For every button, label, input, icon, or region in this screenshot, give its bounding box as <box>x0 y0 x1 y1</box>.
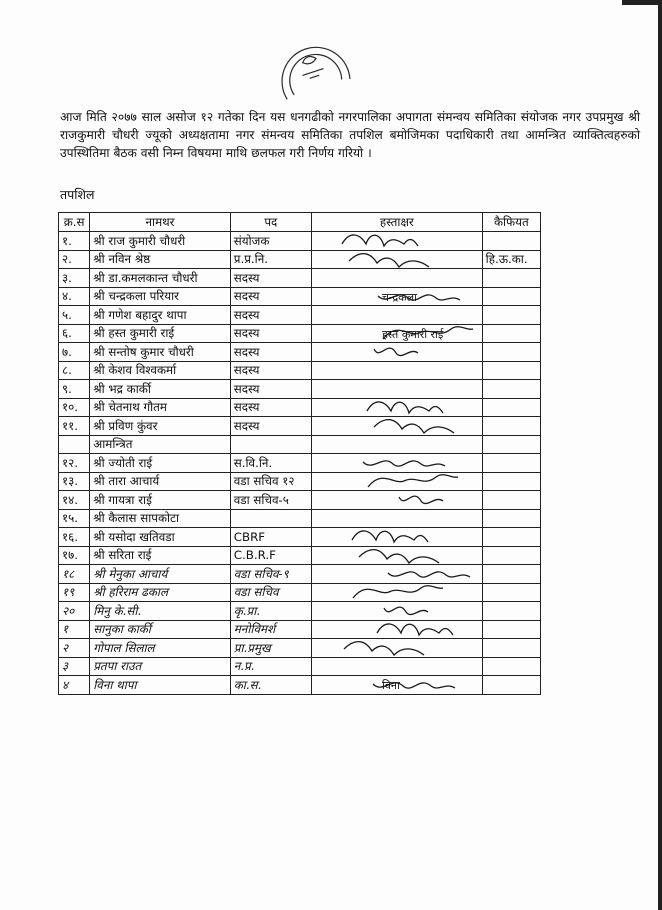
handwritten-signature <box>312 565 476 584</box>
table-row <box>59 491 541 510</box>
header-sn: क्र.स <box>59 213 90 232</box>
table-row <box>59 380 541 399</box>
table-row <box>59 620 541 639</box>
row-post: सदस्य <box>230 380 311 399</box>
row-signature <box>311 232 482 251</box>
invited-label: आमन्त्रित <box>90 435 231 454</box>
row-name: श्री तारा आचार्य <box>90 472 231 491</box>
scan-edge <box>658 0 662 910</box>
signature-text: हस्त कुमारी राई <box>381 327 444 341</box>
row-sn: ४ <box>59 676 90 695</box>
table-row <box>59 472 541 491</box>
row-post: सदस्य <box>230 324 311 343</box>
row-name: मिनु के.सी. <box>90 602 231 621</box>
row-signature <box>311 676 482 695</box>
row-remarks <box>482 583 540 602</box>
row-signature <box>311 583 482 602</box>
row-sn: ४. <box>59 287 90 306</box>
row-remarks <box>482 676 540 695</box>
row-sn: ३ <box>59 657 90 676</box>
row-post: सदस्य <box>230 269 311 288</box>
row-remarks <box>482 546 540 565</box>
row-remarks <box>482 657 540 676</box>
row-signature <box>311 639 482 658</box>
row-remarks <box>482 639 540 658</box>
row-sn: ३. <box>59 269 90 288</box>
row-remarks <box>482 343 540 362</box>
row-name: श्री मेनुका आचार्य <box>90 565 231 584</box>
handwritten-signature <box>312 491 476 510</box>
row-remarks <box>482 509 540 528</box>
header-remarks: कैफियत <box>482 213 540 232</box>
row-post: CBRF <box>230 528 311 547</box>
row-sn: ११. <box>59 417 90 436</box>
row-signature <box>311 657 482 676</box>
row-sn: १३. <box>59 472 90 491</box>
row-sn: ७. <box>59 343 90 362</box>
row-name: श्री सरिता राई <box>90 546 231 565</box>
row-signature <box>311 306 482 325</box>
row-post: सदस्य <box>230 287 311 306</box>
row-sn: ८. <box>59 361 90 380</box>
row-signature <box>311 398 482 417</box>
row-name: विना थापा <box>90 676 231 695</box>
table-row <box>59 546 541 565</box>
row-signature <box>311 491 482 510</box>
row-sn: १९ <box>59 583 90 602</box>
scan-edge-top <box>622 0 662 5</box>
signature-text: चन्द्रकला <box>381 290 417 304</box>
row-signature <box>311 250 482 269</box>
table-row <box>59 565 541 584</box>
row-name: श्री गायत्रा राई <box>90 491 231 510</box>
row-remarks <box>482 361 540 380</box>
row-remarks <box>482 454 540 473</box>
row-post: वडा सचिव-९ <box>230 565 311 584</box>
table-row <box>59 583 541 602</box>
row-name: प्रतपा राउत <box>90 657 231 676</box>
table-row <box>59 250 541 269</box>
handwritten-signature <box>312 472 476 491</box>
row-sn: १०. <box>59 398 90 417</box>
row-post: वडा सचिव १२ <box>230 472 311 491</box>
row-post: कृ.प्रा. <box>230 602 311 621</box>
row-signature <box>311 509 482 528</box>
row-sn: १६. <box>59 528 90 547</box>
signature-text: विना <box>381 679 400 692</box>
row-post: स.वि.नि. <box>230 454 311 473</box>
header-post: पद <box>230 213 311 232</box>
table-row <box>59 639 541 658</box>
row-post: वडा सचिव-५ <box>230 491 311 510</box>
row-sn: ५. <box>59 306 90 325</box>
row-name: श्री चन्द्रकला परियार <box>90 287 231 306</box>
table-row <box>59 454 541 473</box>
table-row <box>59 287 541 306</box>
row-remarks <box>482 565 540 584</box>
row-post: सदस्य <box>230 361 311 380</box>
row-post: सदस्य <box>230 398 311 417</box>
handwritten-signature <box>312 620 476 639</box>
row-signature <box>311 287 482 306</box>
row-name: श्री केशव विश्वकर्मा <box>90 361 231 380</box>
row-sn: २. <box>59 250 90 269</box>
row-signature <box>311 472 482 491</box>
row-post: C.B.R.F <box>230 546 311 565</box>
row-signature <box>311 361 482 380</box>
row-sn: १. <box>59 232 90 251</box>
section-heading: तपशिल <box>60 187 95 202</box>
row-name: श्री भद्र कार्की <box>90 380 231 399</box>
row-post: का.स. <box>230 676 311 695</box>
row-remarks <box>482 380 540 399</box>
row-name: श्री हरिराम ढकाल <box>90 583 231 602</box>
row-remarks <box>482 232 540 251</box>
table-row <box>59 602 541 621</box>
row-remarks <box>482 528 540 547</box>
attendance-table <box>58 212 541 695</box>
row-remarks: हि.ऊ.का. <box>482 250 540 269</box>
row-name: श्री राज कुमारी चौधरी <box>90 232 231 251</box>
row-sn: १७. <box>59 546 90 565</box>
row-sn: २० <box>59 602 90 621</box>
row-sn: ९. <box>59 380 90 399</box>
row-signature <box>311 454 482 473</box>
row-signature <box>311 546 482 565</box>
row-name: श्री सन्तोष कुमार चौधरी <box>90 343 231 362</box>
table-row <box>59 657 541 676</box>
row-remarks <box>482 602 540 621</box>
handwritten-signature <box>312 639 476 658</box>
invited-sig-cell <box>311 435 482 454</box>
office-stamp <box>268 30 358 115</box>
table-row <box>59 398 541 417</box>
table-row <box>59 232 541 251</box>
table-row <box>59 361 541 380</box>
invited-post-cell <box>230 435 311 454</box>
table-row <box>59 269 541 288</box>
row-signature <box>311 343 482 362</box>
table-row <box>59 528 541 547</box>
table-row <box>59 306 541 325</box>
row-name: श्री नविन श्रेष्ठ <box>90 250 231 269</box>
row-sn: २ <box>59 639 90 658</box>
handwritten-signature <box>312 250 476 269</box>
row-remarks <box>482 472 540 491</box>
handwritten-signature <box>312 583 476 602</box>
row-signature <box>311 602 482 621</box>
table-header-row <box>59 213 541 232</box>
intro-paragraph: आज मिति २०७७ साल असोज १२ गतेका दिन यस धनगढीको नगरपालिका अपागता संमन्वय समितिका संयोजक नगर उपप्रमुख श्री राजकुमारी चौधरी ज्यूको अध्यक्षतामा नगर संमन्वय समितिका तपशिल बमोजिमका पदाधिकारी तथा आमन्त्रित व्याक्तित्वहरुको उपस्थितिमा बैठक वसी निम्न विषयमा माथि छलफल गरी निर्णय गरियो । <box>60 110 640 160</box>
row-remarks <box>482 417 540 436</box>
row-name: श्री कैलास सापकोटा <box>90 509 231 528</box>
row-name: श्री प्रविण कुंवर <box>90 417 231 436</box>
row-post <box>230 509 311 528</box>
row-signature <box>311 380 482 399</box>
handwritten-signature <box>312 528 476 547</box>
handwritten-signature <box>312 454 476 473</box>
header-name: नामथर <box>90 213 231 232</box>
row-signature <box>311 620 482 639</box>
invited-rem-cell <box>482 435 540 454</box>
table-row <box>59 509 541 528</box>
row-post: सदस्य <box>230 417 311 436</box>
row-signature <box>311 528 482 547</box>
row-signature <box>311 417 482 436</box>
row-sn: १२. <box>59 454 90 473</box>
table-row <box>59 324 541 343</box>
row-name: सानुका कार्की <box>90 620 231 639</box>
row-post: सदस्य <box>230 306 311 325</box>
row-post: प्र.प्र.नि. <box>230 250 311 269</box>
table-row <box>59 676 541 695</box>
row-remarks <box>482 620 540 639</box>
row-remarks <box>482 398 540 417</box>
header-signature: हस्ताक्षर <box>311 213 482 232</box>
invited-section-row <box>59 435 541 454</box>
row-post: मनोविमर्श <box>230 620 311 639</box>
table-body <box>59 232 541 695</box>
row-post: न.प्र. <box>230 657 311 676</box>
handwritten-signature <box>312 343 476 362</box>
row-remarks <box>482 269 540 288</box>
row-sn: १ <box>59 620 90 639</box>
row-post: संयोजक <box>230 232 311 251</box>
handwritten-signature <box>312 546 476 565</box>
handwritten-signature <box>312 602 476 621</box>
row-name: श्री ज्योती राई <box>90 454 231 473</box>
row-post: वडा सचिव <box>230 583 311 602</box>
row-sn: ६. <box>59 324 90 343</box>
row-name: गोपाल सिलाल <box>90 639 231 658</box>
row-name: श्री गणेश बहादुर थापा <box>90 306 231 325</box>
row-remarks <box>482 306 540 325</box>
handwritten-signature <box>312 417 476 436</box>
row-sn: १४. <box>59 491 90 510</box>
table-row <box>59 343 541 362</box>
row-name: श्री डा.कमलकान्त चौधरी <box>90 269 231 288</box>
row-signature <box>311 269 482 288</box>
handwritten-signature <box>312 232 476 251</box>
row-name: श्री हस्त कुमारी राई <box>90 324 231 343</box>
table-row <box>59 417 541 436</box>
handwritten-signature <box>312 398 476 417</box>
row-sn: १५. <box>59 509 90 528</box>
row-remarks <box>482 324 540 343</box>
invited-sn-cell <box>59 435 90 454</box>
row-post: प्रा.प्रमुख <box>230 639 311 658</box>
row-name: श्री यसोदा खतिवडा <box>90 528 231 547</box>
row-remarks <box>482 287 540 306</box>
row-remarks <box>482 491 540 510</box>
row-sn: १८ <box>59 565 90 584</box>
row-post: सदस्य <box>230 343 311 362</box>
row-signature <box>311 565 482 584</box>
row-name: श्री चेतनाथ गौतम <box>90 398 231 417</box>
row-signature <box>311 324 482 343</box>
